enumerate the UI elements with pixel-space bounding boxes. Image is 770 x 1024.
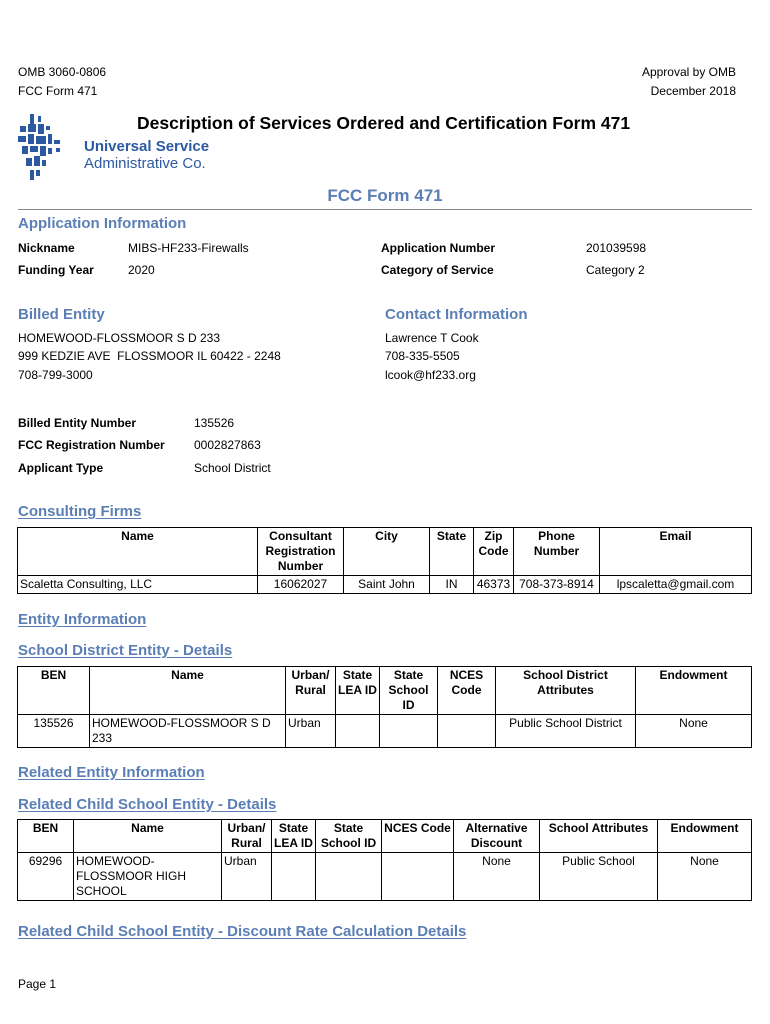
category-label: Category of Service — [381, 263, 494, 277]
col-school-id: State School ID — [316, 820, 382, 853]
col-state: State — [430, 528, 474, 576]
ben-label: Billed Entity Number — [18, 416, 137, 430]
cell-name: Scaletta Consulting, LLC — [18, 576, 258, 594]
col-email: Email — [600, 528, 752, 576]
related-section-title: Related Entity Information — [18, 764, 205, 781]
page-title: Description of Services Ordered and Certification Form 471 — [137, 113, 631, 133]
contact-name: Lawrence T Cook — [385, 331, 479, 345]
entity-section-title: Entity Information — [18, 611, 147, 628]
child-school-title: Related Child School Entity - Details — [18, 796, 277, 813]
billed-entity-address: 999 KEDZIE AVE FLOSSMOOR IL 60422 - 2248 — [18, 349, 281, 363]
application-section-title: Application Information — [18, 215, 187, 232]
consulting-section-title: Consulting Firms — [18, 503, 142, 520]
cell-attrs: Public School — [540, 853, 658, 901]
logo-line1: Universal Service — [84, 138, 210, 155]
cell-lea — [336, 715, 380, 748]
cell-alt: None — [454, 853, 540, 901]
form-title: FCC Form 471 — [327, 186, 443, 205]
cell-name: HOMEWOOD-FLOSSMOOR S D 233 — [90, 715, 286, 748]
approval-text: Approval by OMB — [641, 65, 736, 79]
child-school-table — [17, 819, 752, 901]
cell-lea — [272, 853, 316, 901]
col-endow: Endowment — [658, 820, 752, 853]
category-value: Category 2 — [586, 263, 645, 277]
col-name: Name — [18, 528, 258, 576]
col-endow: Endowment — [636, 667, 752, 715]
col-nces: NCES Code — [382, 820, 454, 853]
billed-entity-name: HOMEWOOD-FLOSSMOOR S D 233 — [18, 331, 221, 345]
cell-endow: None — [636, 715, 752, 748]
school-district-title: School District Entity - Details — [18, 642, 233, 659]
col-alt: Alternative Discount — [454, 820, 540, 853]
contact-phone: 708-335-5505 — [385, 349, 460, 363]
applicant-type-value: School District — [194, 461, 271, 475]
cell-urban: Urban — [286, 715, 336, 748]
logo-line2: Administrative Co. — [84, 155, 206, 172]
usac-logo-icon — [16, 112, 80, 184]
cell-urban: Urban — [222, 853, 272, 901]
ben-value: 135526 — [194, 416, 235, 430]
consulting-table — [17, 527, 752, 594]
cell-attrs: Public School District — [496, 715, 636, 748]
col-city: City — [344, 528, 430, 576]
col-nces: NCES Code — [438, 667, 496, 715]
nickname-label: Nickname — [18, 241, 75, 255]
app-number-label: Application Number — [381, 241, 496, 255]
cell-crn: 16062027 — [258, 576, 344, 594]
funding-year-value: 2020 — [128, 263, 155, 277]
cell-phone: 708-373-8914 — [514, 576, 600, 594]
cell-city: Saint John — [344, 576, 430, 594]
cell-nces — [438, 715, 496, 748]
table-row — [18, 853, 752, 901]
col-urban: Urban/ Rural — [286, 667, 336, 715]
col-lea: State LEA ID — [336, 667, 380, 715]
cell-ben: 135526 — [18, 715, 90, 748]
col-phone: Phone Number — [514, 528, 600, 576]
cell-endow: None — [658, 853, 752, 901]
cell-zip: 46373 — [474, 576, 514, 594]
col-attrs: School Attributes — [540, 820, 658, 853]
col-attrs: School District Attributes — [496, 667, 636, 715]
fcc-reg-value: 0002827863 — [194, 438, 261, 452]
approval-date: December 2018 — [650, 84, 736, 98]
school-district-table — [17, 666, 752, 748]
cell-school-id — [316, 853, 382, 901]
billed-entity-phone: 708-799-3000 — [18, 368, 93, 382]
nickname-value: MIBS-HF233-Firewalls — [128, 241, 249, 255]
col-ben: BEN — [18, 667, 90, 715]
cell-name: HOMEWOOD-FLOSSMOOR HIGH SCHOOL — [74, 853, 222, 901]
app-number-value: 201039598 — [586, 241, 647, 255]
fcc-reg-label: FCC Registration Number — [18, 438, 165, 452]
funding-year-label: Funding Year — [18, 263, 94, 277]
contact-email: lcook@hf233.org — [385, 368, 476, 382]
cell-state: IN — [430, 576, 474, 594]
col-urban: Urban/ Rural — [222, 820, 272, 853]
col-crn: Consultant Registration Number — [258, 528, 344, 576]
col-name: Name — [90, 667, 286, 715]
table-row — [18, 715, 752, 748]
table-row — [18, 576, 752, 594]
billed-entity-section-title: Billed Entity — [18, 306, 105, 323]
discount-title: Related Child School Entity - Discount Rate Calculation Details — [18, 923, 467, 940]
form-label: FCC Form 471 — [18, 84, 98, 98]
applicant-type-label: Applicant Type — [18, 461, 104, 475]
col-ben: BEN — [18, 820, 74, 853]
col-zip: Zip Code — [474, 528, 514, 576]
cell-school-id — [380, 715, 438, 748]
cell-ben: 69296 — [18, 853, 74, 901]
title-divider — [18, 209, 752, 210]
col-name: Name — [74, 820, 222, 853]
omb-number: OMB 3060-0806 — [18, 65, 107, 79]
col-lea: State LEA ID — [272, 820, 316, 853]
col-school-id: State School ID — [380, 667, 438, 715]
cell-nces — [382, 853, 454, 901]
contact-section-title: Contact Information — [385, 306, 528, 323]
cell-email: lpscaletta@gmail.com — [600, 576, 752, 594]
page-number: Page 1 — [18, 977, 57, 991]
